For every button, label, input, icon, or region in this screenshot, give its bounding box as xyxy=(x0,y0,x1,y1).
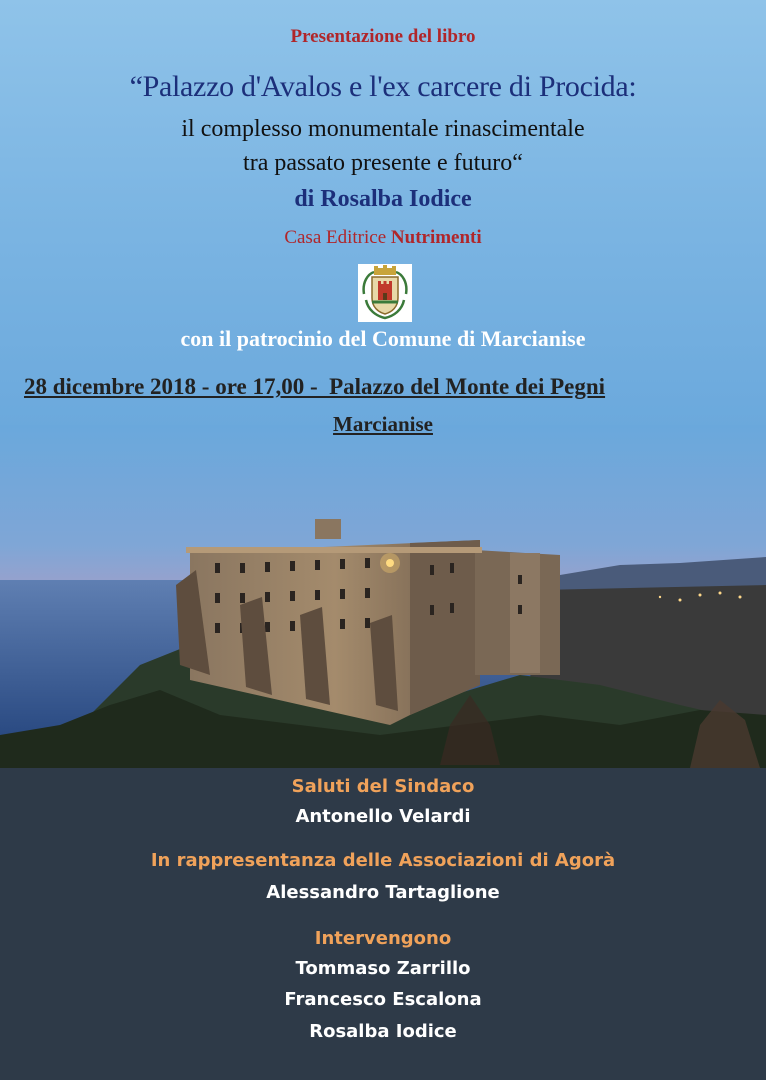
book-subtitle-line1: il complesso monumentale rinascimentale xyxy=(181,116,585,142)
book-author: di Rosalba Iodice xyxy=(294,186,472,212)
presentation-label: Presentazione del libro xyxy=(290,26,476,47)
publisher-name: Nutrimenti xyxy=(390,227,482,248)
greeting-name: Antonello Velardi xyxy=(295,806,471,827)
speaker-name: Tommaso Zarrillo xyxy=(295,958,471,979)
event-date-venue: 28 dicembre 2018 - ore 17,00 - Palazzo del Monte dei Pegni xyxy=(24,374,606,399)
publisher-prefix: Casa Editrice xyxy=(284,227,391,248)
program-panel xyxy=(0,768,766,1080)
event-city: Marcianise xyxy=(333,412,433,436)
palazzo-photo xyxy=(0,425,766,768)
municipal-crest-icon xyxy=(358,264,412,322)
associations-name: Alessandro Tartaglione xyxy=(266,882,500,903)
greeting-heading: Saluti del Sindaco xyxy=(291,776,475,797)
book-subtitle-line2: tra passato presente e futuro“ xyxy=(243,150,523,176)
speakers-heading: Intervengono xyxy=(314,928,452,949)
speaker-name: Rosalba Iodice xyxy=(309,1021,457,1042)
book-title: “Palazzo d'Avalos e l'ex carcere di Procida: xyxy=(129,70,637,103)
publisher xyxy=(0,227,766,249)
speaker-name: Francesco Escalona xyxy=(284,989,482,1010)
patronage-text: con il patrocinio del Comune di Marcianise xyxy=(180,326,586,351)
associations-heading: In rappresentanza delle Associazioni di Agorà xyxy=(150,850,616,871)
